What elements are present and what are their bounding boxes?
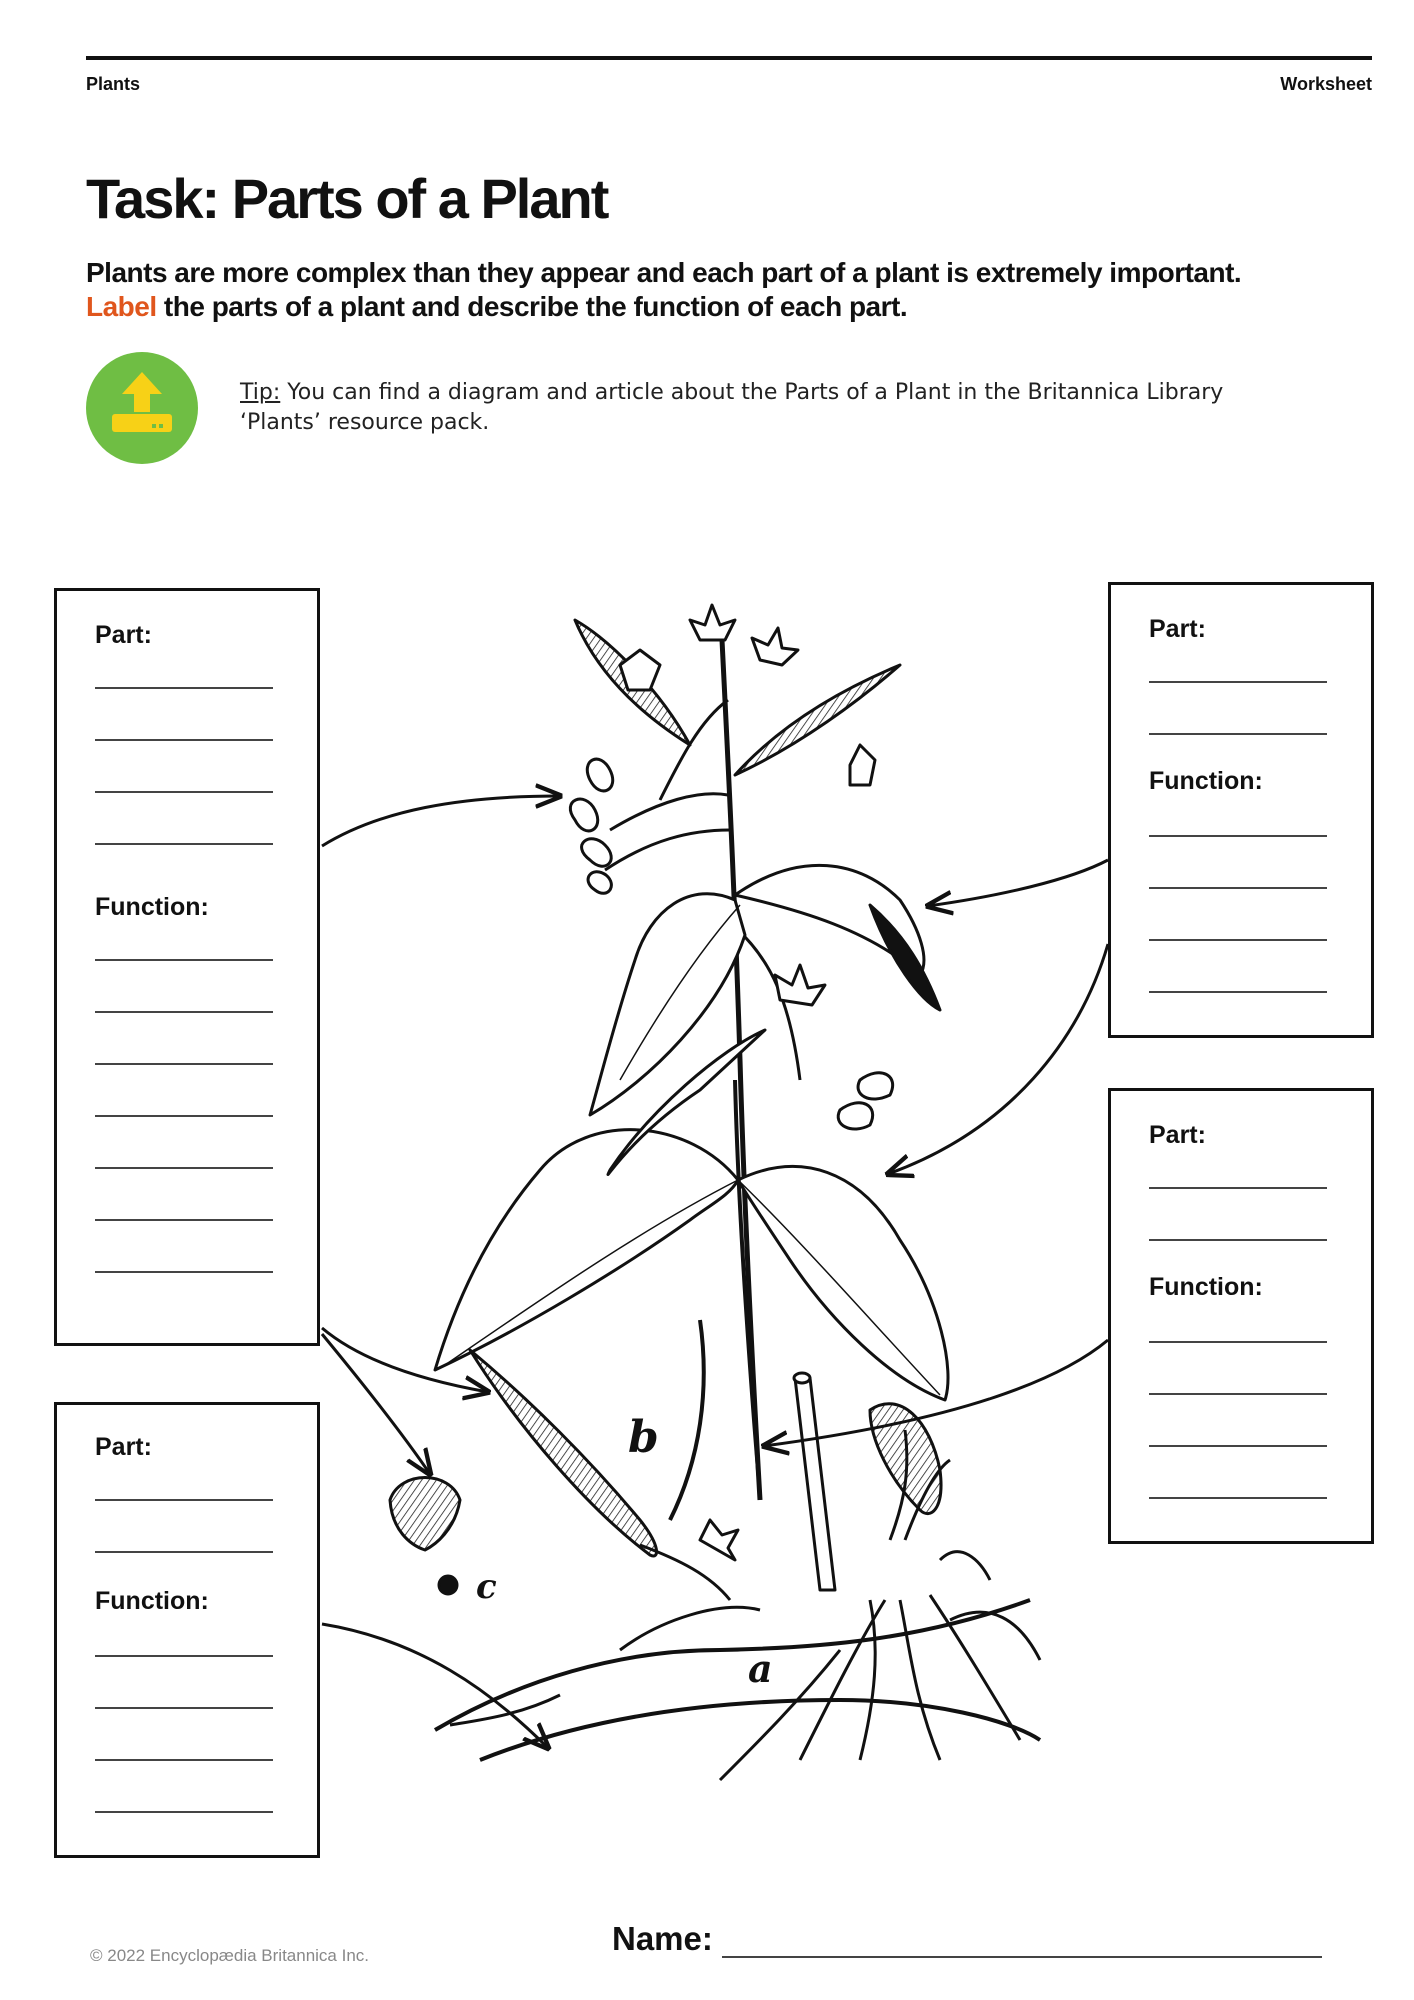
copyright: © 2022 Encyclopædia Britannica Inc. xyxy=(90,1946,370,1965)
instructions-part2: the parts of a plant and describe the function of each part. xyxy=(156,291,908,322)
seed xyxy=(390,1478,460,1551)
name-label: Name: xyxy=(612,1920,713,1957)
arrow-to-flowers xyxy=(322,796,560,846)
function-label: Function: xyxy=(1149,767,1263,795)
header-type: Worksheet xyxy=(1280,74,1372,94)
flower xyxy=(620,650,660,690)
diagram-label-c: c xyxy=(476,1567,497,1607)
part-label: Part: xyxy=(95,621,152,649)
diagram-label-b: b xyxy=(628,1412,659,1463)
tip-label: Tip: xyxy=(240,380,281,405)
flower xyxy=(850,745,875,785)
instructions-highlight: Label xyxy=(86,291,157,322)
flower xyxy=(752,628,798,665)
tip-body: You can find a diagram and article about the Parts of a Plant in the Britannica Library ‘Plants’ resource pack. xyxy=(240,380,1224,435)
part-label: Part: xyxy=(1149,1121,1206,1149)
function-label: Function: xyxy=(95,1587,209,1615)
arrow-to-seed xyxy=(322,1334,430,1474)
part-label: Part: xyxy=(1149,615,1206,643)
function-label: Function: xyxy=(1149,1273,1263,1301)
page-title: Task: Parts of a Plant xyxy=(86,167,608,230)
flower-cluster-left xyxy=(570,759,730,893)
instructions-part1: Plants are more complex than they appear and each part of a plant is extremely important. xyxy=(86,257,1242,288)
diagram-label-a: a xyxy=(748,1646,773,1691)
flower xyxy=(690,605,735,640)
function-label: Function: xyxy=(95,893,209,921)
arrow-to-leaf xyxy=(928,860,1108,906)
name-field[interactable] xyxy=(722,1956,1322,1958)
part-label: Part: xyxy=(95,1433,152,1461)
header-subject: Plants xyxy=(86,74,141,94)
